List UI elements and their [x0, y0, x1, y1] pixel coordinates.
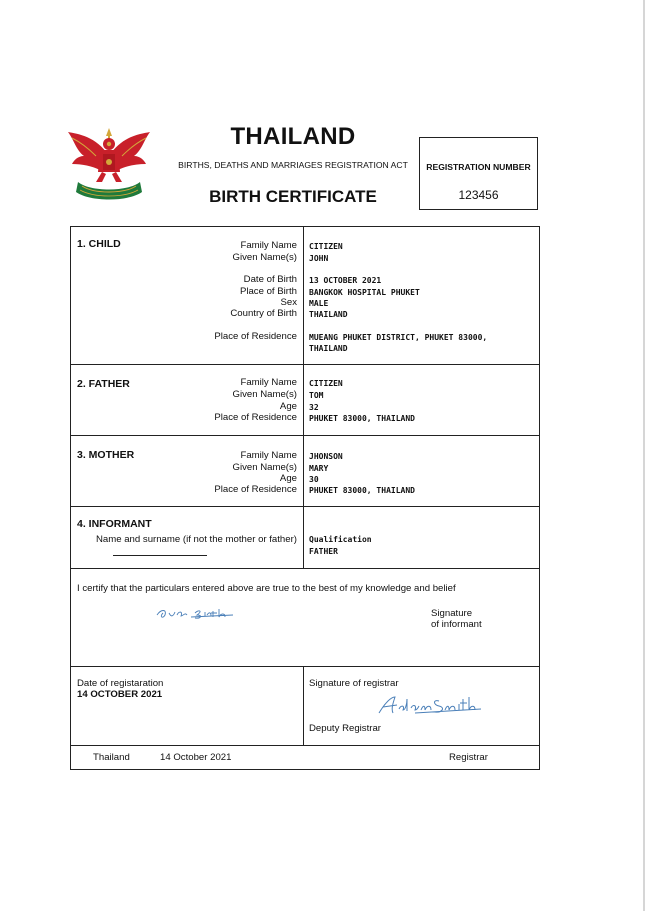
father-given-names-label: Given Name(s): [232, 389, 297, 400]
father-section-title: 2. FATHER: [77, 378, 130, 390]
child-residence-label: Place of Residence: [214, 331, 297, 342]
child-family-name-label: Family Name: [240, 240, 297, 251]
divider: [71, 435, 539, 436]
child-family-name: CITIZEN: [309, 242, 343, 251]
father-age-label: Age: [279, 401, 297, 412]
footer-place: Thailand: [93, 752, 130, 763]
deputy-registrar-label: Deputy Registrar: [309, 723, 381, 734]
father-family-name-label: Family Name: [240, 377, 297, 388]
qualification-label: Qualification: [309, 535, 372, 544]
informant-name-label: Name and surname (if not the mother or father): [95, 534, 297, 545]
mother-age: 30: [309, 475, 319, 484]
qualification-value: FATHER: [309, 547, 338, 556]
mother-family-name-label: Family Name: [240, 450, 297, 461]
certificate-title: BIRTH CERTIFICATE: [209, 187, 377, 206]
informant-signature: [155, 603, 235, 623]
child-residence-line1: MUEANG PHUKET DISTRICT, PHUKET 83000,: [309, 333, 488, 342]
certify-statement: I certify that the particulars entered above are true to the best of my knowledge and belief: [77, 583, 456, 594]
father-given-names: TOM: [309, 391, 324, 400]
registration-date-label: Date of registaration: [77, 678, 164, 689]
informant-signature-label-line1: Signature: [431, 608, 473, 619]
informant-signature-label-line2: of informant: [431, 619, 482, 630]
registration-number-box: [419, 137, 538, 210]
child-dob-label: Date of Birth: [243, 274, 297, 285]
mother-given-names-label: Given Name(s): [232, 462, 297, 473]
child-given-names: JOHN: [309, 254, 329, 263]
child-sex: MALE: [309, 299, 329, 308]
garuda-emblem-icon: [66, 126, 152, 204]
footer-date: 14 October 2021: [160, 752, 232, 763]
certificate-form: [70, 226, 540, 770]
footer-role: Registrar: [449, 752, 488, 763]
mother-given-names: MARY: [309, 464, 329, 473]
child-place-label: Place of Birth: [239, 286, 297, 297]
mother-age-label: Age: [279, 473, 297, 484]
father-residence-label: Place of Residence: [214, 412, 297, 423]
mother-section-title: 3. MOTHER: [77, 449, 135, 461]
mother-family-name: JHONSON: [309, 452, 343, 461]
mother-residence-label: Place of Residence: [214, 484, 297, 495]
divider: [71, 364, 539, 365]
child-residence-line2: THAILAND: [309, 344, 348, 353]
country-title: THAILAND: [230, 123, 356, 150]
registrar-signature-label: Signature of registrar: [309, 678, 399, 689]
child-given-names-label: Given Name(s): [232, 252, 297, 263]
child-country-label: Country of Birth: [230, 308, 297, 319]
informant-name-line: [113, 555, 207, 556]
column-divider: [303, 227, 304, 568]
registrar-signature: [375, 693, 485, 717]
informant-section-title: 4. INFORMANT: [77, 518, 152, 530]
child-place: BANGKOK HOSPITAL PHUKET: [309, 288, 420, 297]
registration-number: 123456: [458, 188, 499, 202]
child-sex-label: Sex: [280, 297, 297, 308]
divider: [71, 506, 539, 507]
father-residence: PHUKET 83000, THAILAND: [309, 414, 415, 423]
divider: [71, 568, 539, 569]
child-dob: 13 OCTOBER 2021: [309, 276, 382, 285]
divider: [71, 666, 539, 667]
column-divider: [303, 666, 304, 745]
registration-number-label: REGISTRATION NUMBER: [426, 162, 531, 172]
mother-residence: PHUKET 83000, THAILAND: [309, 486, 415, 495]
child-country: THAILAND: [309, 310, 348, 319]
registration-act: BIRTHS, DEATHS AND MARRIAGES REGISTRATION ACT: [178, 160, 408, 170]
registration-date: 14 OCTOBER 2021: [77, 689, 163, 700]
child-section-title: 1. CHILD: [77, 238, 121, 250]
father-family-name: CITIZEN: [309, 379, 343, 388]
father-age: 32: [309, 403, 319, 412]
divider: [71, 745, 539, 746]
